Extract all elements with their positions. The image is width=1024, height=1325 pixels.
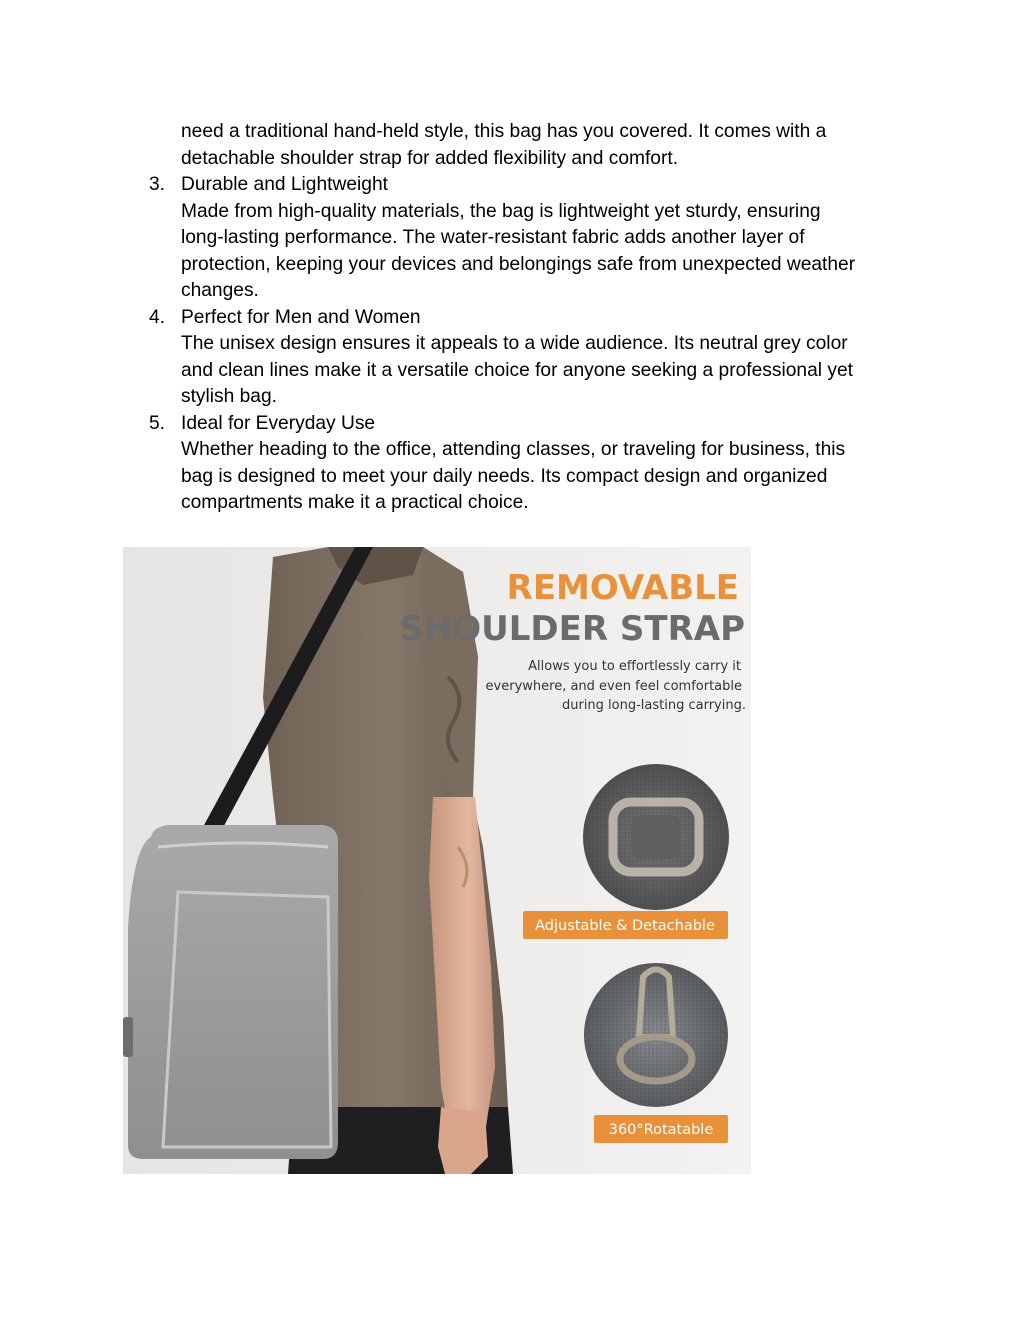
list-body-line: compartments make it a practical choice. bbox=[181, 492, 529, 513]
list-body-line: Whether heading to the office, attending classes, or traveling for business, this bbox=[181, 439, 846, 460]
list-body-line: and clean lines make it a versatile choice for anyone seeking a professional yet bbox=[181, 360, 853, 381]
badge-rotatable bbox=[594, 1115, 728, 1143]
headline-shoulder-strap: SHOULDER STRAP bbox=[399, 609, 745, 649]
list-body-line: long-lasting performance. The water-resistant fabric adds another layer of bbox=[181, 227, 805, 248]
laptop-bag bbox=[123, 825, 338, 1159]
list-body-line: bag is designed to meet your daily needs. Its compact design and organized bbox=[181, 466, 828, 487]
swivel-hook-detail-image bbox=[584, 963, 728, 1107]
description-line: during long-lasting carrying. bbox=[561, 698, 746, 713]
list-body-line: protection, keeping your devices and belongings safe from unexpected weather bbox=[181, 254, 856, 275]
list-body-line: Made from high-quality materials, the bag is lightweight yet sturdy, ensuring bbox=[181, 201, 821, 222]
list-number: 3. bbox=[149, 174, 166, 195]
continuation-line: need a traditional hand-held style, this bag has you covered. It comes with a bbox=[181, 121, 827, 142]
continuation-line: detachable shoulder strap for added flexibility and comfort. bbox=[181, 148, 679, 169]
badge-adjustable-label: Adjustable & Detachable bbox=[535, 918, 715, 934]
headline-removable: REMOVABLE bbox=[506, 568, 739, 608]
buckle-detail-image bbox=[583, 764, 729, 910]
list-number: 5. bbox=[149, 413, 166, 434]
list-number: 4. bbox=[149, 307, 166, 328]
list-body-line: changes. bbox=[181, 280, 259, 301]
badge-rotatable-label: 360°Rotatable bbox=[608, 1122, 714, 1138]
list-body-line: stylish bag. bbox=[181, 386, 277, 407]
description-line: everywhere, and even feel comfortable bbox=[485, 679, 742, 694]
product-image bbox=[123, 547, 751, 1174]
list-heading: Ideal for Everyday Use bbox=[181, 413, 376, 434]
list-heading: Durable and Lightweight bbox=[181, 174, 388, 195]
description-line: Allows you to effortlessly carry it bbox=[528, 659, 741, 674]
list-body-line: The unisex design ensures it appeals to a wide audience. Its neutral grey color bbox=[181, 333, 848, 354]
badge-adjustable bbox=[523, 911, 728, 939]
list-heading: Perfect for Men and Women bbox=[181, 307, 421, 328]
